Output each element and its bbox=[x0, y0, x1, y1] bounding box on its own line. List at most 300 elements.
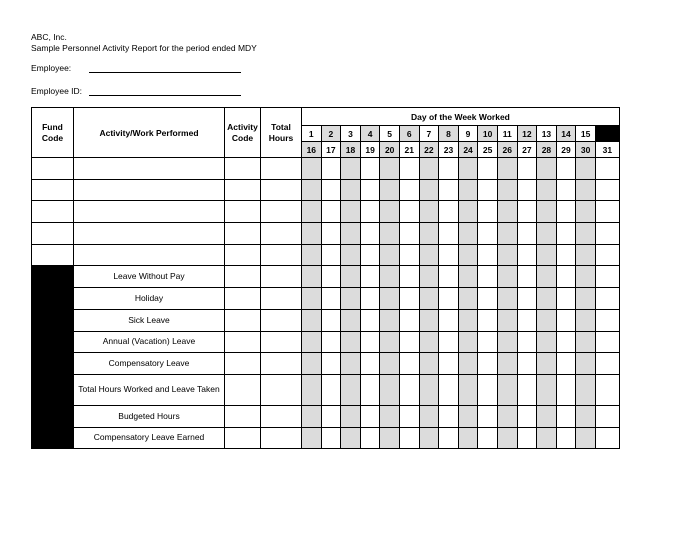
day-header-1: 1 bbox=[302, 126, 322, 142]
leave-day-cell[interactable] bbox=[341, 353, 361, 375]
leave-day-cell[interactable] bbox=[399, 266, 419, 288]
leave-day-cell[interactable] bbox=[419, 331, 439, 353]
leave-day-cell[interactable] bbox=[302, 353, 322, 375]
leave-day-cell[interactable] bbox=[595, 405, 619, 427]
leave-type-label: Compensatory Leave Earned bbox=[74, 427, 225, 449]
blank-day-cell[interactable] bbox=[497, 158, 517, 180]
fund-code-cell[interactable] bbox=[32, 158, 74, 180]
blank-day-cell[interactable] bbox=[478, 244, 498, 266]
leave-day-cell[interactable] bbox=[576, 374, 596, 405]
activity-cell[interactable] bbox=[74, 201, 225, 223]
leave-day-cell[interactable] bbox=[321, 353, 341, 375]
blank-day-cell[interactable] bbox=[302, 201, 322, 223]
leave-day-cell[interactable] bbox=[302, 374, 322, 405]
fund-code-blocked-cell bbox=[32, 374, 74, 405]
day-header-4: 4 bbox=[360, 126, 380, 142]
day-header-14: 14 bbox=[556, 126, 576, 142]
blank-day-cell[interactable] bbox=[360, 179, 380, 201]
blank-day-cell[interactable] bbox=[458, 158, 478, 180]
blank-day-cell[interactable] bbox=[458, 223, 478, 245]
leave-day-cell[interactable] bbox=[497, 266, 517, 288]
leave-day-cell[interactable] bbox=[419, 309, 439, 331]
blank-day-cell[interactable] bbox=[360, 201, 380, 223]
leave-day-cell[interactable] bbox=[360, 331, 380, 353]
leave-day-cell[interactable] bbox=[478, 266, 498, 288]
blank-day-cell[interactable] bbox=[380, 179, 400, 201]
leave-row bbox=[32, 405, 620, 427]
blank-day-cell[interactable] bbox=[419, 179, 439, 201]
leave-day-cell[interactable] bbox=[517, 288, 537, 310]
leave-day-cell[interactable] bbox=[595, 288, 619, 310]
leave-day-cell[interactable] bbox=[576, 331, 596, 353]
leave-day-cell[interactable] bbox=[537, 288, 557, 310]
activity-cell[interactable] bbox=[74, 158, 225, 180]
blank-day-cell[interactable] bbox=[595, 179, 619, 201]
leave-day-cell[interactable] bbox=[380, 353, 400, 375]
leave-day-cell[interactable] bbox=[556, 266, 576, 288]
fund-code-blocked-cell bbox=[32, 288, 74, 310]
blank-day-cell[interactable] bbox=[556, 244, 576, 266]
leave-day-cell[interactable] bbox=[380, 331, 400, 353]
blank-day-cell[interactable] bbox=[576, 158, 596, 180]
blank-day-cell[interactable] bbox=[497, 244, 517, 266]
leave-day-cell[interactable] bbox=[439, 353, 459, 375]
leave-day-cell[interactable] bbox=[380, 309, 400, 331]
total-hours-cell[interactable] bbox=[261, 158, 302, 180]
total-hours-cell[interactable] bbox=[261, 179, 302, 201]
total-hours-cell[interactable] bbox=[261, 223, 302, 245]
total-hours-cell[interactable] bbox=[261, 309, 302, 331]
leave-day-cell[interactable] bbox=[497, 427, 517, 449]
leave-day-cell[interactable] bbox=[360, 309, 380, 331]
blank-day-cell[interactable] bbox=[341, 179, 361, 201]
header-total-hours: Total Hours bbox=[261, 108, 302, 158]
leave-type-label: Sick Leave bbox=[74, 309, 225, 331]
leave-day-cell[interactable] bbox=[576, 405, 596, 427]
leave-day-cell[interactable] bbox=[478, 405, 498, 427]
blank-day-cell[interactable] bbox=[399, 179, 419, 201]
leave-day-cell[interactable] bbox=[399, 405, 419, 427]
leave-day-cell[interactable] bbox=[576, 266, 596, 288]
leave-day-cell[interactable] bbox=[517, 331, 537, 353]
day-header-30: 30 bbox=[576, 142, 596, 158]
blank-day-cell[interactable] bbox=[360, 244, 380, 266]
fund-code-blocked-cell bbox=[32, 331, 74, 353]
leave-day-cell[interactable] bbox=[478, 288, 498, 310]
day-header-9: 9 bbox=[458, 126, 478, 142]
leave-day-cell[interactable] bbox=[321, 427, 341, 449]
activity-code-cell[interactable] bbox=[225, 158, 261, 180]
activity-cell[interactable] bbox=[74, 179, 225, 201]
header-activity: Activity/Work Performed bbox=[74, 108, 225, 158]
blank-day-cell[interactable] bbox=[341, 158, 361, 180]
leave-day-cell[interactable] bbox=[497, 374, 517, 405]
leave-day-cell[interactable] bbox=[537, 353, 557, 375]
leave-day-cell[interactable] bbox=[360, 288, 380, 310]
leave-row bbox=[32, 374, 620, 405]
blank-day-cell[interactable] bbox=[517, 179, 537, 201]
leave-day-cell[interactable] bbox=[537, 427, 557, 449]
leave-day-cell[interactable] bbox=[419, 427, 439, 449]
day-header-25: 25 bbox=[478, 142, 498, 158]
day-header-7: 7 bbox=[419, 126, 439, 142]
blank-day-cell[interactable] bbox=[576, 179, 596, 201]
leave-day-cell[interactable] bbox=[321, 288, 341, 310]
blank-day-cell[interactable] bbox=[439, 223, 459, 245]
blank-day-cell[interactable] bbox=[556, 179, 576, 201]
leave-day-cell[interactable] bbox=[458, 374, 478, 405]
table-row bbox=[32, 223, 620, 245]
table-row bbox=[32, 244, 620, 266]
leave-day-cell[interactable] bbox=[380, 374, 400, 405]
leave-day-cell[interactable] bbox=[419, 353, 439, 375]
blank-day-cell[interactable] bbox=[595, 223, 619, 245]
leave-row bbox=[32, 266, 620, 288]
day-header-2: 2 bbox=[321, 126, 341, 142]
leave-day-cell[interactable] bbox=[380, 427, 400, 449]
blank-day-cell[interactable] bbox=[399, 244, 419, 266]
leave-day-cell[interactable] bbox=[497, 331, 517, 353]
fund-code-cell[interactable] bbox=[32, 244, 74, 266]
blank-day-cell[interactable] bbox=[537, 158, 557, 180]
leave-day-cell[interactable] bbox=[302, 309, 322, 331]
activity-code-cell[interactable] bbox=[225, 223, 261, 245]
total-hours-cell[interactable] bbox=[261, 374, 302, 405]
blank-day-cell[interactable] bbox=[517, 201, 537, 223]
blank-day-cell[interactable] bbox=[478, 179, 498, 201]
activity-code-cell[interactable] bbox=[225, 179, 261, 201]
blank-day-cell[interactable] bbox=[537, 244, 557, 266]
blank-day-cell[interactable] bbox=[478, 223, 498, 245]
day-header-blank bbox=[595, 126, 619, 142]
blank-day-cell[interactable] bbox=[341, 201, 361, 223]
leave-day-cell[interactable] bbox=[439, 309, 459, 331]
blank-day-cell[interactable] bbox=[439, 179, 459, 201]
day-header-19: 19 bbox=[360, 142, 380, 158]
leave-day-cell[interactable] bbox=[556, 427, 576, 449]
leave-day-cell[interactable] bbox=[497, 405, 517, 427]
leave-day-cell[interactable] bbox=[517, 266, 537, 288]
blank-day-cell[interactable] bbox=[478, 158, 498, 180]
header-activity-code: Activity Code bbox=[225, 108, 261, 158]
leave-day-cell[interactable] bbox=[556, 374, 576, 405]
leave-day-cell[interactable] bbox=[458, 266, 478, 288]
blank-day-cell[interactable] bbox=[497, 179, 517, 201]
leave-day-cell[interactable] bbox=[360, 266, 380, 288]
leave-day-cell[interactable] bbox=[576, 309, 596, 331]
leave-day-cell[interactable] bbox=[497, 353, 517, 375]
leave-day-cell[interactable] bbox=[537, 405, 557, 427]
employee-id-input-line[interactable] bbox=[89, 95, 241, 96]
day-header-18: 18 bbox=[341, 142, 361, 158]
blank-day-cell[interactable] bbox=[595, 201, 619, 223]
blank-day-cell[interactable] bbox=[576, 244, 596, 266]
blank-day-cell[interactable] bbox=[419, 158, 439, 180]
activity-code-cell[interactable] bbox=[225, 331, 261, 353]
day-header-3: 3 bbox=[341, 126, 361, 142]
leave-day-cell[interactable] bbox=[419, 266, 439, 288]
blank-day-cell[interactable] bbox=[321, 179, 341, 201]
blank-day-cell[interactable] bbox=[341, 223, 361, 245]
leave-day-cell[interactable] bbox=[576, 427, 596, 449]
blank-day-cell[interactable] bbox=[478, 201, 498, 223]
leave-type-label: Annual (Vacation) Leave bbox=[74, 331, 225, 353]
blank-day-cell[interactable] bbox=[576, 223, 596, 245]
fund-code-blocked-cell bbox=[32, 353, 74, 375]
blank-day-cell[interactable] bbox=[517, 158, 537, 180]
blank-day-cell[interactable] bbox=[517, 223, 537, 245]
leave-day-cell[interactable] bbox=[556, 309, 576, 331]
leave-day-cell[interactable] bbox=[595, 266, 619, 288]
leave-day-cell[interactable] bbox=[478, 353, 498, 375]
leave-day-cell[interactable] bbox=[380, 288, 400, 310]
blank-day-cell[interactable] bbox=[321, 158, 341, 180]
blank-day-cell[interactable] bbox=[419, 244, 439, 266]
leave-day-cell[interactable] bbox=[595, 427, 619, 449]
leave-day-cell[interactable] bbox=[458, 331, 478, 353]
leave-day-cell[interactable] bbox=[321, 331, 341, 353]
leave-day-cell[interactable] bbox=[439, 288, 459, 310]
leave-day-cell[interactable] bbox=[439, 266, 459, 288]
leave-day-cell[interactable] bbox=[576, 288, 596, 310]
leave-day-cell[interactable] bbox=[419, 288, 439, 310]
blank-day-cell[interactable] bbox=[399, 201, 419, 223]
activity-code-cell[interactable] bbox=[225, 353, 261, 375]
leave-day-cell[interactable] bbox=[399, 427, 419, 449]
employee-input-line[interactable] bbox=[89, 72, 241, 73]
total-hours-cell[interactable] bbox=[261, 353, 302, 375]
blank-day-cell[interactable] bbox=[595, 158, 619, 180]
blank-day-cell[interactable] bbox=[302, 179, 322, 201]
leave-day-cell[interactable] bbox=[517, 427, 537, 449]
blank-day-cell[interactable] bbox=[302, 223, 322, 245]
leave-type-label: Leave Without Pay bbox=[74, 266, 225, 288]
activity-code-cell[interactable] bbox=[225, 427, 261, 449]
leave-day-cell[interactable] bbox=[399, 331, 419, 353]
blank-day-cell[interactable] bbox=[360, 223, 380, 245]
leave-day-cell[interactable] bbox=[497, 288, 517, 310]
leave-day-cell[interactable] bbox=[439, 331, 459, 353]
leave-day-cell[interactable] bbox=[419, 405, 439, 427]
leave-day-cell[interactable] bbox=[517, 374, 537, 405]
fund-code-blocked-cell bbox=[32, 427, 74, 449]
leave-day-cell[interactable] bbox=[302, 427, 322, 449]
blank-day-cell[interactable] bbox=[595, 244, 619, 266]
leave-day-cell[interactable] bbox=[537, 309, 557, 331]
leave-day-cell[interactable] bbox=[595, 353, 619, 375]
blank-day-cell[interactable] bbox=[537, 201, 557, 223]
leave-day-cell[interactable] bbox=[380, 405, 400, 427]
leave-day-cell[interactable] bbox=[458, 427, 478, 449]
day-header-20: 20 bbox=[380, 142, 400, 158]
day-header-29: 29 bbox=[556, 142, 576, 158]
activity-code-cell[interactable] bbox=[225, 405, 261, 427]
blank-day-cell[interactable] bbox=[458, 201, 478, 223]
table-row bbox=[32, 201, 620, 223]
leave-day-cell[interactable] bbox=[478, 331, 498, 353]
blank-day-cell[interactable] bbox=[399, 158, 419, 180]
blank-day-cell[interactable] bbox=[419, 223, 439, 245]
blank-day-cell[interactable] bbox=[341, 244, 361, 266]
leave-day-cell[interactable] bbox=[341, 266, 361, 288]
leave-type-label: Total Hours Worked and Leave Taken bbox=[74, 374, 225, 405]
blank-day-cell[interactable] bbox=[439, 201, 459, 223]
leave-day-cell[interactable] bbox=[478, 374, 498, 405]
leave-day-cell[interactable] bbox=[321, 266, 341, 288]
employee-label: Employee: bbox=[31, 63, 72, 73]
blank-day-cell[interactable] bbox=[419, 201, 439, 223]
leave-day-cell[interactable] bbox=[458, 288, 478, 310]
leave-day-cell[interactable] bbox=[419, 374, 439, 405]
blank-day-cell[interactable] bbox=[302, 158, 322, 180]
leave-day-cell[interactable] bbox=[399, 374, 419, 405]
total-hours-cell[interactable] bbox=[261, 405, 302, 427]
activity-cell[interactable] bbox=[74, 244, 225, 266]
leave-day-cell[interactable] bbox=[595, 374, 619, 405]
leave-day-cell[interactable] bbox=[537, 266, 557, 288]
blank-day-cell[interactable] bbox=[439, 244, 459, 266]
total-hours-cell[interactable] bbox=[261, 201, 302, 223]
leave-day-cell[interactable] bbox=[517, 405, 537, 427]
blank-day-cell[interactable] bbox=[360, 158, 380, 180]
blank-day-cell[interactable] bbox=[517, 244, 537, 266]
leave-row bbox=[32, 427, 620, 449]
day-header-26: 26 bbox=[497, 142, 517, 158]
activity-cell[interactable] bbox=[74, 223, 225, 245]
leave-day-cell[interactable] bbox=[399, 309, 419, 331]
leave-day-cell[interactable] bbox=[360, 353, 380, 375]
leave-day-cell[interactable] bbox=[439, 374, 459, 405]
blank-day-cell[interactable] bbox=[380, 244, 400, 266]
leave-day-cell[interactable] bbox=[458, 353, 478, 375]
leave-day-cell[interactable] bbox=[302, 288, 322, 310]
blank-day-cell[interactable] bbox=[321, 223, 341, 245]
blank-day-cell[interactable] bbox=[537, 179, 557, 201]
blank-day-cell[interactable] bbox=[497, 201, 517, 223]
leave-day-cell[interactable] bbox=[302, 331, 322, 353]
blank-day-cell[interactable] bbox=[380, 201, 400, 223]
blank-day-cell[interactable] bbox=[556, 158, 576, 180]
leave-day-cell[interactable] bbox=[341, 374, 361, 405]
leave-day-cell[interactable] bbox=[517, 353, 537, 375]
activity-code-cell[interactable] bbox=[225, 309, 261, 331]
leave-row bbox=[32, 309, 620, 331]
activity-code-cell[interactable] bbox=[225, 201, 261, 223]
day-header-12: 12 bbox=[517, 126, 537, 142]
header-days: Day of the Week Worked bbox=[302, 108, 620, 126]
activity-code-cell[interactable] bbox=[225, 266, 261, 288]
leave-day-cell[interactable] bbox=[341, 288, 361, 310]
leave-day-cell[interactable] bbox=[321, 374, 341, 405]
blank-day-cell[interactable] bbox=[321, 244, 341, 266]
blank-day-cell[interactable] bbox=[380, 223, 400, 245]
total-hours-cell[interactable] bbox=[261, 266, 302, 288]
leave-day-cell[interactable] bbox=[595, 331, 619, 353]
blank-day-cell[interactable] bbox=[458, 244, 478, 266]
blank-day-cell[interactable] bbox=[556, 201, 576, 223]
blank-day-cell[interactable] bbox=[556, 223, 576, 245]
total-hours-cell[interactable] bbox=[261, 288, 302, 310]
total-hours-cell[interactable] bbox=[261, 427, 302, 449]
leave-day-cell[interactable] bbox=[439, 427, 459, 449]
fund-code-blocked-cell bbox=[32, 309, 74, 331]
activity-code-cell[interactable] bbox=[225, 288, 261, 310]
blank-day-cell[interactable] bbox=[458, 179, 478, 201]
activity-code-cell[interactable] bbox=[225, 374, 261, 405]
leave-day-cell[interactable] bbox=[360, 405, 380, 427]
fund-code-cell[interactable] bbox=[32, 201, 74, 223]
leave-day-cell[interactable] bbox=[341, 309, 361, 331]
leave-day-cell[interactable] bbox=[537, 331, 557, 353]
leave-day-cell[interactable] bbox=[360, 374, 380, 405]
blank-day-cell[interactable] bbox=[439, 158, 459, 180]
blank-day-cell[interactable] bbox=[399, 223, 419, 245]
blank-day-cell[interactable] bbox=[321, 201, 341, 223]
day-header-13: 13 bbox=[537, 126, 557, 142]
fund-code-cell[interactable] bbox=[32, 179, 74, 201]
leave-day-cell[interactable] bbox=[341, 427, 361, 449]
blank-day-cell[interactable] bbox=[537, 223, 557, 245]
header-fund-code: Fund Code bbox=[32, 108, 74, 158]
leave-day-cell[interactable] bbox=[458, 405, 478, 427]
total-hours-cell[interactable] bbox=[261, 244, 302, 266]
leave-day-cell[interactable] bbox=[341, 331, 361, 353]
blank-day-cell[interactable] bbox=[576, 201, 596, 223]
leave-day-cell[interactable] bbox=[497, 309, 517, 331]
leave-day-cell[interactable] bbox=[399, 353, 419, 375]
leave-day-cell[interactable] bbox=[556, 353, 576, 375]
leave-day-cell[interactable] bbox=[360, 427, 380, 449]
day-header-11: 11 bbox=[497, 126, 517, 142]
day-header-10: 10 bbox=[478, 126, 498, 142]
leave-day-cell[interactable] bbox=[302, 266, 322, 288]
fund-code-cell[interactable] bbox=[32, 223, 74, 245]
activity-report-table bbox=[31, 107, 620, 449]
leave-day-cell[interactable] bbox=[556, 405, 576, 427]
leave-day-cell[interactable] bbox=[537, 374, 557, 405]
leave-day-cell[interactable] bbox=[380, 266, 400, 288]
leave-day-cell[interactable] bbox=[458, 309, 478, 331]
leave-day-cell[interactable] bbox=[556, 331, 576, 353]
leave-day-cell[interactable] bbox=[595, 309, 619, 331]
blank-day-cell[interactable] bbox=[380, 158, 400, 180]
day-header-31: 31 bbox=[595, 142, 619, 158]
leave-day-cell[interactable] bbox=[302, 405, 322, 427]
leave-day-cell[interactable] bbox=[478, 427, 498, 449]
leave-day-cell[interactable] bbox=[478, 309, 498, 331]
leave-day-cell[interactable] bbox=[576, 353, 596, 375]
day-header-8: 8 bbox=[439, 126, 459, 142]
day-header-24: 24 bbox=[458, 142, 478, 158]
leave-type-label: Holiday bbox=[74, 288, 225, 310]
day-header-22: 22 bbox=[419, 142, 439, 158]
leave-row bbox=[32, 353, 620, 375]
total-hours-cell[interactable] bbox=[261, 331, 302, 353]
leave-day-cell[interactable] bbox=[321, 405, 341, 427]
leave-row bbox=[32, 288, 620, 310]
blank-day-cell[interactable] bbox=[302, 244, 322, 266]
fund-code-blocked-cell bbox=[32, 266, 74, 288]
leave-day-cell[interactable] bbox=[439, 405, 459, 427]
leave-day-cell[interactable] bbox=[399, 288, 419, 310]
blank-day-cell[interactable] bbox=[497, 223, 517, 245]
leave-day-cell[interactable] bbox=[556, 288, 576, 310]
company-name: ABC, Inc. bbox=[31, 32, 67, 42]
leave-day-cell[interactable] bbox=[517, 309, 537, 331]
leave-day-cell[interactable] bbox=[321, 309, 341, 331]
activity-code-cell[interactable] bbox=[225, 244, 261, 266]
leave-day-cell[interactable] bbox=[341, 405, 361, 427]
